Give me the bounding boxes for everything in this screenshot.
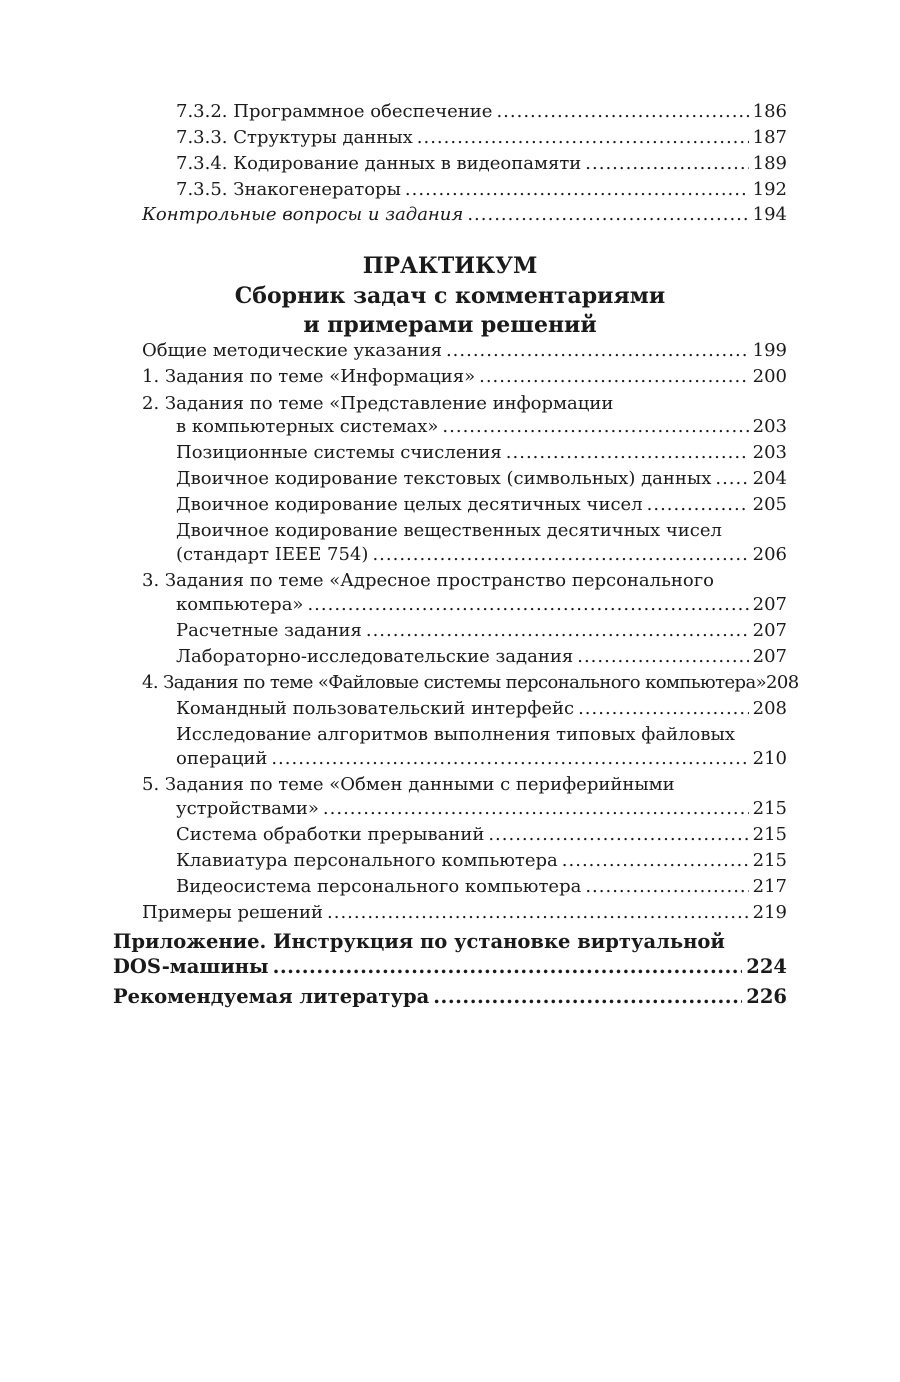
- toc-entry-control-questions: [142, 204, 787, 226]
- leader-dots: [577, 646, 748, 668]
- toc-entry-title: Рекомендуемая литература: [113, 985, 430, 1008]
- toc-entry-task2-line1: 2. Задания по теме «Представление информации: [142, 393, 614, 414]
- toc-entry-page: 207: [752, 594, 787, 615]
- toc-entry-task5: [176, 798, 787, 820]
- toc-entry-title: Двоичное кодирование текстовых (символьных) данных: [176, 468, 712, 489]
- toc-entry-title: Позиционные системы счисления: [176, 442, 502, 463]
- toc-entry-page: 206: [752, 544, 787, 565]
- leader-dots: [585, 153, 748, 175]
- toc-entry-page: 219: [752, 902, 787, 923]
- toc-entry-title: DOS-машины: [113, 955, 269, 978]
- toc-entry-examples: [142, 902, 787, 924]
- section-heading-line3: и примерами решений: [303, 312, 597, 338]
- leader-dots: [323, 798, 749, 820]
- toc-entry-page: 208: [765, 672, 799, 693]
- toc-entry-title: Командный пользовательский интерфейс: [176, 698, 575, 719]
- toc-entry-ieee-line1: Двоичное кодирование вещественных десятичных чисел: [176, 520, 722, 541]
- toc-entry-title: Контрольные вопросы и задания: [142, 204, 464, 225]
- toc-entry-title: Общие методические указания: [142, 340, 442, 361]
- leader-dots: [433, 986, 742, 1008]
- toc-entry-title: 7.3.2. Программное обеспечение: [176, 101, 493, 122]
- toc-entry-page: 203: [752, 442, 787, 463]
- toc-entry-file-ops-line1: Исследование алгоритмов выполнения типовых файловых: [176, 724, 735, 745]
- leader-dots: [496, 101, 748, 123]
- toc-entry-task1: [142, 366, 787, 388]
- toc-entry-general: [142, 340, 787, 362]
- toc-entry-7-3-3: [176, 127, 787, 149]
- leader-dots: [479, 366, 749, 388]
- toc-entry-page: 204: [752, 468, 787, 489]
- toc-entry-page: 207: [752, 620, 787, 641]
- leader-dots: [273, 956, 743, 978]
- toc-entry-task3: [176, 594, 787, 616]
- toc-entry-appendix-line1: Приложение. Инструкция по установке виртуальной: [113, 930, 725, 953]
- toc-entry-page: 186: [752, 101, 787, 122]
- toc-entry-title: в компьютерных системах»: [176, 416, 439, 437]
- toc-entry-title: 4. Задания по теме «Файловые системы персонального компьютера»: [142, 672, 766, 693]
- leader-dots: [271, 748, 748, 770]
- leader-dots: [446, 340, 749, 362]
- toc-entry-calc-tasks: [176, 620, 787, 642]
- toc-entry-7-3-5: [176, 179, 787, 201]
- leader-dots: [417, 127, 749, 149]
- toc-entry-title: устройствами»: [176, 798, 319, 819]
- toc-entry-page: 187: [752, 127, 787, 148]
- toc-entry-page: 200: [752, 366, 787, 387]
- toc-entry-positional-systems: [176, 442, 787, 464]
- leader-dots: [647, 494, 749, 516]
- toc-entry-title: операций: [176, 748, 268, 769]
- toc-entry-title: Видеосистема персонального компьютера: [176, 876, 582, 897]
- toc-entry-page: 215: [752, 850, 787, 871]
- toc-entry-title: Система обработки прерываний: [176, 824, 485, 845]
- toc-entry-page: 205: [752, 494, 787, 515]
- leader-dots: [372, 544, 748, 566]
- toc-entry-title: Лабораторно-исследовательские задания: [176, 646, 574, 667]
- toc-entry-title: 7.3.4. Кодирование данных в видеопамяти: [176, 153, 582, 174]
- leader-dots: [506, 442, 749, 464]
- leader-dots: [562, 850, 749, 872]
- toc-entry-page: 217: [752, 876, 787, 897]
- toc-entry-task4: [142, 672, 799, 694]
- leader-dots: [578, 698, 749, 720]
- toc-entry-7-3-4: [176, 153, 787, 175]
- toc-entry-page: 189: [752, 153, 787, 174]
- toc-entry-page: 224: [746, 955, 787, 978]
- toc-entry-page: 192: [752, 179, 787, 200]
- leader-dots: [715, 468, 748, 490]
- toc-entry-lab-tasks: [176, 646, 787, 668]
- toc-entry-title: Расчетные задания: [176, 620, 362, 641]
- toc-entry-title: Клавиатура персонального компьютера: [176, 850, 558, 871]
- toc-entry-page: 207: [752, 646, 787, 667]
- toc-entry-page: 208: [752, 698, 787, 719]
- toc-entry-7-3-2: [176, 101, 787, 123]
- section-heading-line1: ПРАКТИКУМ: [362, 253, 538, 279]
- toc-entry-cli: [176, 698, 787, 720]
- toc-entry-title: 7.3.3. Структуры данных: [176, 127, 413, 148]
- toc-entry-task5-line1: 5. Задания по теме «Обмен данными с периферийными: [142, 774, 675, 795]
- toc-entry-page: 194: [752, 204, 787, 225]
- leader-dots: [488, 824, 748, 846]
- toc-entry-file-ops: [176, 748, 787, 770]
- toc-entry-page: 215: [752, 798, 787, 819]
- leader-dots: [327, 902, 749, 924]
- leader-dots: [585, 876, 748, 898]
- toc-entry-page: 210: [752, 748, 787, 769]
- toc-entry-page: 215: [752, 824, 787, 845]
- toc-entry-title: 7.3.5. Знакогенераторы: [176, 179, 401, 200]
- leader-dots: [366, 620, 749, 642]
- leader-dots: [467, 204, 748, 226]
- toc-entry-integer-encoding: [176, 494, 787, 516]
- toc-entry-page: 226: [746, 985, 787, 1008]
- toc-entry-title: Двоичное кодирование целых десятичных чисел: [176, 494, 643, 515]
- leader-dots: [442, 416, 748, 438]
- toc-entry-video: [176, 876, 787, 898]
- toc-entry-keyboard: [176, 850, 787, 872]
- toc-entry-task3-line1: 3. Задания по теме «Адресное пространство персонального: [142, 570, 714, 591]
- leader-dots: [405, 179, 749, 201]
- leader-dots: [307, 594, 748, 616]
- toc-entry-page: 199: [752, 340, 787, 361]
- toc-entry-interrupts: [176, 824, 787, 846]
- toc-entry-ieee: [176, 544, 787, 566]
- toc-entry-literature: [113, 986, 787, 1008]
- toc-entry-title: компьютера»: [176, 594, 304, 615]
- toc-entry-title: 1. Задания по теме «Информация»: [142, 366, 476, 387]
- toc-entry-text-encoding: [176, 468, 787, 490]
- toc-entry-title: (стандарт IEEE 754): [176, 544, 369, 565]
- section-heading-line2: Сборник задач с комментариями: [234, 283, 666, 309]
- toc-entry-appendix: [113, 956, 787, 978]
- toc-entry-title: Примеры решений: [142, 902, 323, 923]
- toc-entry-page: 203: [752, 416, 787, 437]
- toc-entry-task2: [176, 416, 787, 438]
